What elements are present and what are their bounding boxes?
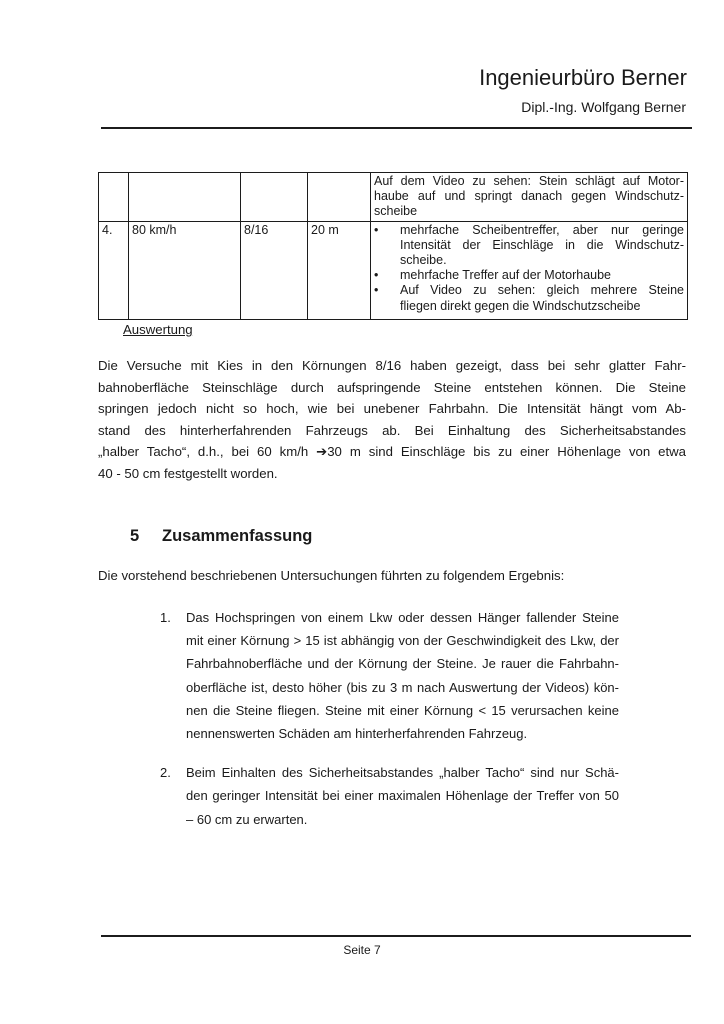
paragraph-line: springen jedoch nicht so hoch, wie bei unebener Fahrbahn. Die Intensität hängt vom Ab- xyxy=(98,401,686,416)
paragraph-line: „halber Tacho“, d.h., bei 60 km/h ➔30 m sind Einschläge bis zu einer Höhenlage von etwa xyxy=(98,444,686,459)
table-text-line: mehrfache Scheibentreffer, aber nur geringe xyxy=(400,222,684,237)
paragraph-line: bahnoberfläche Steinschläge durch aufspringende Steine entstehen können. Die Steine xyxy=(98,379,686,395)
section-number: 5 xyxy=(130,527,140,545)
table-cell-speed: 80 km/h xyxy=(129,221,241,319)
table-row-carryover xyxy=(99,173,688,222)
list-item xyxy=(160,606,619,745)
page-number: Seite 7 xyxy=(343,943,381,957)
bullet-icon: • xyxy=(374,222,379,237)
summary-list xyxy=(160,606,619,847)
list-item-line: mit einer Körnung > 15 ist abhängig von der Geschwindigkeit des Lkw, der xyxy=(186,633,619,649)
bullet-text xyxy=(400,223,684,269)
table-row-test4 xyxy=(99,221,688,319)
table-cell-empty xyxy=(99,173,129,222)
auswertung-label: Auswertung xyxy=(123,322,193,337)
list-item-number: 2. xyxy=(160,765,171,781)
table-cell-empty xyxy=(308,173,371,222)
table-cell-observations xyxy=(371,221,688,319)
table-text-line: Auf dem Video zu sehen: Stein schlägt auf Motor- xyxy=(374,174,684,188)
section-heading xyxy=(130,527,312,546)
paragraph-line: stand des hinterherfahrenden Fahrzeugs ab. Bei Einhaltung des Sicherheitsabstandes xyxy=(98,422,686,438)
intro-text: Die vorstehend beschriebenen Untersuchungen führten zu folgendem Ergebnis: xyxy=(98,568,565,583)
table-cell-grain-size: 8/16 xyxy=(241,221,308,319)
section-title: Zusammenfassung xyxy=(162,527,313,545)
letterhead-person: Dipl.-Ing. Wolfgang Berner xyxy=(521,99,686,115)
list-item-text xyxy=(186,761,619,831)
test-results-table xyxy=(98,172,688,320)
observation-bullet xyxy=(374,223,684,269)
list-item-line: oberfläche ist, desto höher (bis zu 3 m nach Auswertung der Videos) kön- xyxy=(186,679,619,695)
bullet-text xyxy=(400,268,684,283)
list-item-line: Das Hochspringen von einem Lkw oder dessen Hänger fallender Steine xyxy=(186,610,619,625)
table-cell-empty xyxy=(241,173,308,222)
observation-bullet xyxy=(374,268,684,283)
paragraph-line: Die Versuche mit Kies in den Körnungen 8/16 haben gezeigt, dass bei sehr glatter Fahr- xyxy=(98,358,686,373)
list-item-number: 1. xyxy=(160,610,171,625)
table-cell-observation xyxy=(371,173,688,222)
letterhead-company: Ingenieurbüro Berner xyxy=(479,65,687,90)
table-text-line: mehrfache Treffer auf der Motorhaube xyxy=(400,268,611,283)
table-cell-distance: 20 m xyxy=(308,221,371,319)
evaluation-paragraph xyxy=(98,355,686,484)
table-text-line: Auf Video zu sehen: gleich mehrere Steine xyxy=(400,283,684,298)
table-text-line: scheibe xyxy=(374,204,418,219)
table-text-line: haube auf und springt danach gegen Windschutz- xyxy=(374,189,684,204)
table-text-line: scheibe. xyxy=(400,253,447,268)
paragraph-line: 40 - 50 cm festgestellt worden. xyxy=(98,465,278,481)
bullet-icon: • xyxy=(374,268,379,283)
list-item-line: Beim Einhalten des Sicherheitsabstandes „halber Tacho“ sind nur Schä- xyxy=(186,765,619,781)
list-item-line: den geringer Intensität bei einer maximalen Höhenlage der Treffer von 50 xyxy=(186,788,619,804)
bullet-icon: • xyxy=(374,283,379,298)
list-item-text xyxy=(186,606,619,745)
list-item-line: nen die Steine fliegen. Steine mit einer Körnung < 15 verursachen keine xyxy=(186,702,619,718)
table-text-line: fliegen direkt gegen die Windschutzscheibe xyxy=(400,298,641,313)
list-item-line: – 60 cm zu erwarten. xyxy=(186,811,308,827)
header-rule xyxy=(101,127,692,129)
table-cell-test-number: 4. xyxy=(99,221,129,319)
list-item-line: nennenswerten Schäden am hinterherfahrenden Fahrzeug. xyxy=(186,726,528,742)
list-item-line: Fahrbahnoberfläche und der Körnung der Steine. Je rauer die Fahrbahn- xyxy=(186,656,619,672)
footer-rule xyxy=(101,935,691,937)
list-item xyxy=(160,761,619,831)
table-text-line: Intensität der Einschläge in die Windschutz- xyxy=(400,237,684,252)
observation-bullet xyxy=(374,283,684,313)
bullet-text xyxy=(400,283,684,313)
table-cell-empty xyxy=(129,173,241,222)
